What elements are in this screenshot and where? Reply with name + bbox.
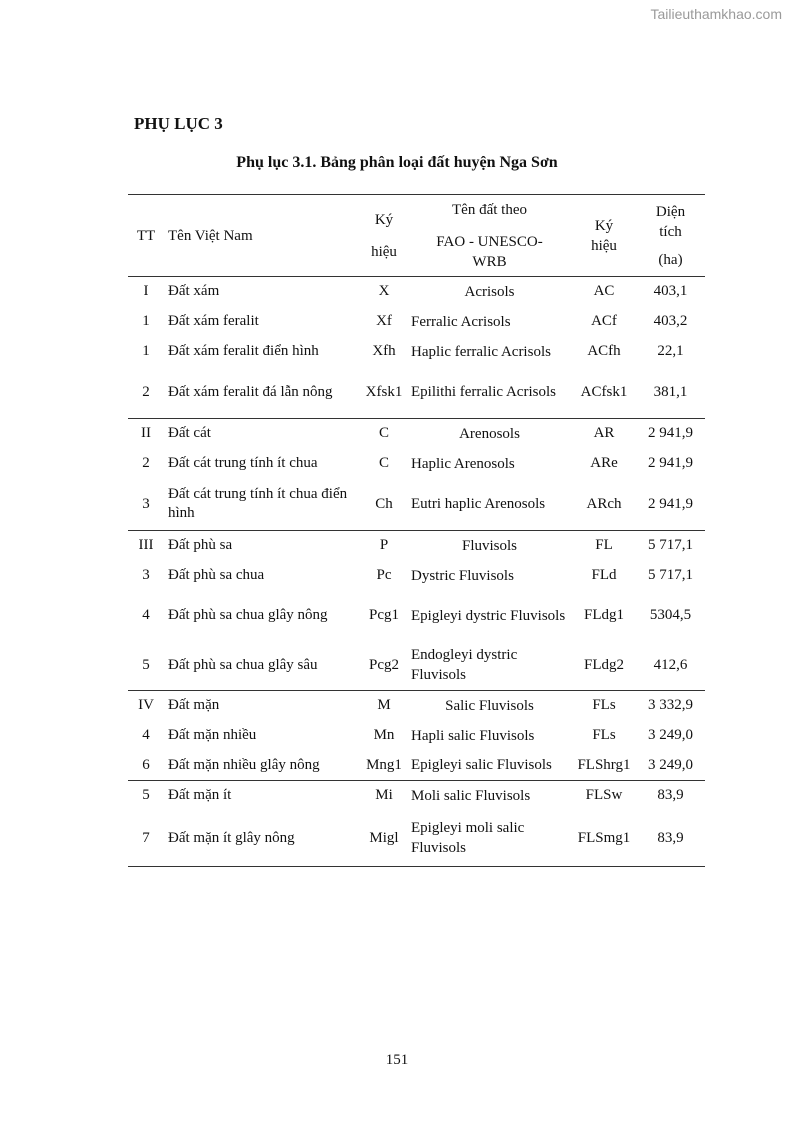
cell-code: FLd (591, 567, 617, 583)
cell-vn: Đất mặn nhiều glây nông (168, 756, 320, 773)
cell-sym: P (379, 537, 389, 554)
cell-sym: M (377, 697, 391, 714)
cell-fao: Salic Fluvisols (445, 697, 534, 714)
cell-tt: 3 (142, 495, 150, 512)
table-row-group (128, 691, 705, 721)
cell-area: 83,9 (657, 787, 684, 804)
table-row-subgroup (128, 561, 705, 591)
cell-code: ACfsk1 (580, 383, 628, 400)
cell-vn: Đất cát (168, 425, 211, 442)
cell-sym: C (378, 425, 389, 442)
table-row-subgroup (128, 307, 705, 337)
cell-vn: Đất mặn (168, 697, 220, 714)
cell-vn: Đất xám (168, 283, 220, 300)
cell-area: 5 717,1 (648, 567, 693, 583)
page-number: 151 (385, 1052, 409, 1068)
cell-area: 2 941,9 (648, 455, 693, 471)
cell-vn: Đất cát trung tính ít chua điển hình (168, 486, 348, 522)
cell-sym: Ch (375, 495, 393, 512)
header-fao-line3: WRB (472, 253, 507, 270)
cell-tt: 3 (142, 567, 150, 583)
cell-fao: Fluvisols (461, 537, 518, 554)
cell-tt: I (143, 283, 149, 300)
cell-tt: II (141, 425, 151, 442)
header-fao-name (407, 195, 572, 277)
cell-fao: Haplic ferralic Acrisols (411, 343, 551, 360)
cell-tt: 1 (142, 313, 150, 329)
cell-code: AC (593, 283, 615, 300)
cell-code: ARe (590, 455, 618, 471)
cell-sym: Migl (361, 811, 407, 867)
cell-area: 3 249,0 (648, 727, 693, 743)
cell-sym: Pcg2 (369, 656, 399, 673)
cell-sym: Pcg1 (369, 607, 399, 623)
cell-code: ARch (586, 495, 622, 512)
cell-fao: Dystric Fluvisols (411, 567, 514, 584)
cell-vn: Đất phù sa chua (168, 567, 265, 583)
cell-tt: 4 (142, 727, 150, 743)
table-row (128, 751, 705, 781)
table-row-group (128, 277, 705, 307)
cell-fao: Ferralic Acrisols (411, 313, 511, 330)
cell-area: 3 249,0 (648, 756, 693, 773)
cell-sym: X (378, 283, 390, 300)
cell-area: 381,1 (653, 383, 688, 400)
cell-code: ACfh (587, 343, 621, 359)
cell-tt: 2 (142, 383, 150, 400)
header-fao-line1: Tên đất theo (452, 201, 527, 218)
cell-fao: Eutri haplic Arenosols (411, 496, 546, 513)
table-row (128, 367, 705, 419)
cell-tt: III (138, 537, 154, 554)
cell-vn: Đất xám feralit (168, 313, 259, 329)
cell-sym: Mn (373, 727, 395, 743)
cell-vn: Đất mặn ít (168, 787, 232, 804)
cell-code: FLdg1 (583, 607, 624, 623)
cell-sym: Xfh (372, 343, 396, 359)
cell-tt: IV (138, 697, 154, 714)
cell-sym: C (378, 455, 389, 471)
header-fao-line2: FAO - UNESCO- (436, 233, 543, 250)
header-tt: TT (136, 227, 156, 244)
cell-code: AR (593, 425, 615, 442)
cell-code: FLSmg1 (572, 811, 636, 867)
cell-vn: Đất cát trung tính ít chua (168, 455, 318, 471)
cell-area: 83,9 (636, 811, 705, 867)
header-symbol-line1: Ký (374, 211, 394, 228)
header-code-line2: hiệu (591, 237, 617, 254)
table-row (128, 479, 705, 531)
cell-vn: Đất xám feralit điển hình (168, 343, 319, 359)
cell-fao: Moli salic Fluvisols (411, 787, 531, 804)
soil-classification-table (128, 194, 705, 867)
table-row (128, 811, 705, 867)
cell-fao: Endogleyi dystric Fluvisols (411, 647, 518, 684)
table-header-row (128, 195, 705, 277)
header-code (572, 195, 636, 277)
cell-sym: Pc (376, 567, 392, 583)
header-symbol (361, 195, 407, 277)
cell-fao: Haplic Arenosols (411, 455, 515, 472)
table-row-group (128, 419, 705, 449)
cell-code: FLShrg1 (577, 756, 631, 773)
cell-vn: Đất phù sa (168, 537, 233, 554)
table-row (128, 591, 705, 641)
cell-code: ACf (591, 313, 617, 329)
cell-sym: Mng1 (366, 756, 402, 773)
cell-tt: 4 (142, 607, 150, 623)
cell-area: 403,2 (653, 313, 688, 329)
header-vietnamese-name: Tên Việt Nam (168, 227, 253, 244)
cell-code: FL (595, 537, 613, 554)
header-area-line2: tích (659, 223, 682, 240)
cell-vn: Đất xám feralit đá lẫn nông (168, 383, 333, 400)
cell-area: 2 941,9 (648, 495, 693, 512)
cell-fao: Acrisols (464, 283, 515, 300)
header-code-line1: Ký (594, 217, 614, 234)
cell-fao: Epilithi ferralic Acrisols (411, 384, 556, 401)
table-row-subgroup (128, 449, 705, 479)
cell-fao: Hapli salic Fluvisols (411, 727, 535, 744)
cell-area: 403,1 (653, 283, 688, 300)
header-area-line3: (ha) (658, 251, 683, 268)
cell-sym: Xf (376, 313, 392, 329)
cell-area: 5304,5 (649, 607, 692, 623)
cell-tt: 5 (142, 656, 150, 673)
cell-area: 5 717,1 (648, 537, 693, 554)
table-row-group (128, 531, 705, 561)
cell-vn: Đất phù sa chua glây nông (168, 607, 328, 623)
cell-sym: Xfsk1 (365, 383, 403, 400)
cell-code: FLdg2 (583, 656, 624, 673)
cell-tt: 7 (128, 811, 164, 867)
cell-fao: Epigleyi moli salic Fluvisols (407, 811, 572, 867)
cell-vn: Đất phù sa chua glây sâu (168, 656, 318, 673)
cell-area: 412,6 (653, 656, 688, 673)
watermark-text: Tailieuthamkhao.com (650, 6, 782, 22)
cell-vn: Đất mặn ít glây nông (164, 811, 361, 867)
table-row (128, 337, 705, 367)
cell-code: FLSw (585, 787, 623, 804)
cell-code: FLs (592, 727, 616, 743)
cell-tt: 6 (142, 756, 150, 773)
cell-fao: Epigleyi dystric Fluvisols (411, 607, 566, 624)
appendix-title: PHỤ LỤC 3 (134, 114, 223, 133)
cell-area: 2 941,9 (648, 425, 693, 442)
cell-tt: 1 (142, 343, 150, 359)
table-row-subgroup (128, 781, 705, 811)
header-area-line1: Diện (655, 203, 686, 220)
cell-area: 3 332,9 (648, 697, 693, 714)
table-caption: Phụ lục 3.1. Bảng phân loại đất huyện Nga Sơn (236, 154, 558, 171)
cell-sym: Mi (375, 787, 393, 804)
cell-area: 22,1 (657, 343, 684, 359)
cell-vn: Đất mặn nhiều (168, 727, 257, 743)
table-row-subgroup (128, 721, 705, 751)
cell-fao: Epigleyi salic Fluvisols (411, 757, 552, 774)
header-area (636, 195, 705, 277)
cell-fao: Arenosols (459, 425, 520, 442)
cell-code: FLs (592, 697, 616, 714)
table-row (128, 641, 705, 691)
cell-tt: 5 (142, 787, 150, 804)
cell-tt: 2 (142, 455, 150, 471)
header-symbol-line2: hiệu (371, 243, 397, 260)
